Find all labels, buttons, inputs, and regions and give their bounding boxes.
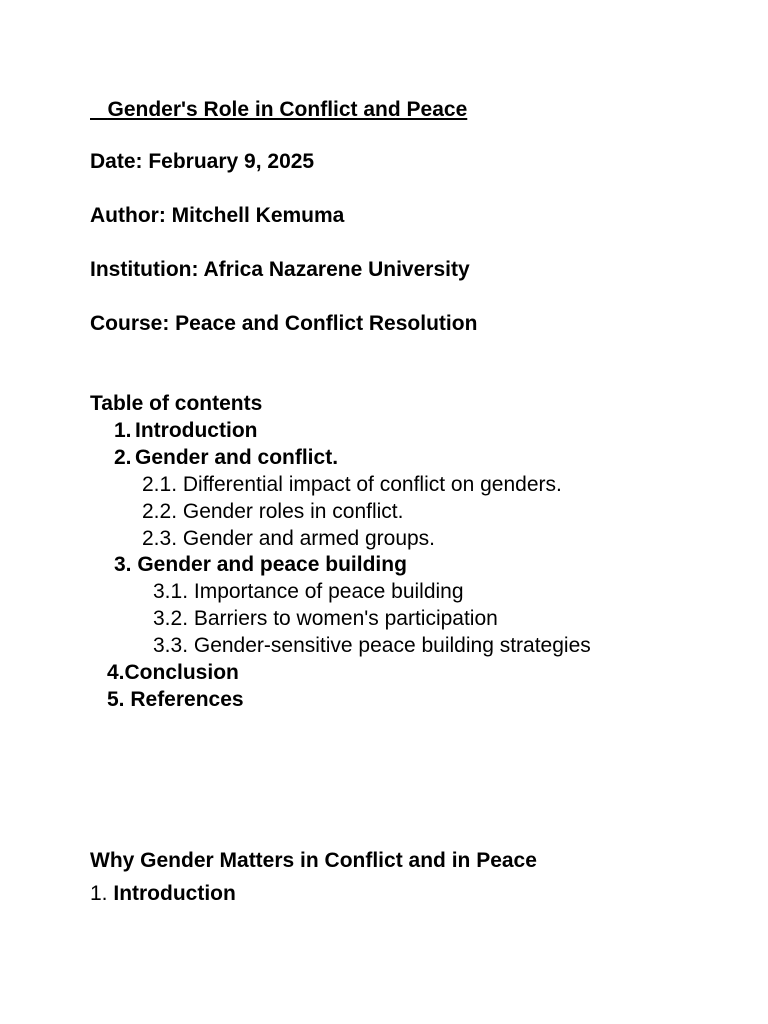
section-heading: Why Gender Matters in Conflict and in Peace bbox=[90, 849, 537, 872]
toc-item-text: Introduction bbox=[135, 419, 258, 442]
subsection-heading bbox=[90, 881, 236, 907]
course-line: Course: Peace and Conflict Resolution bbox=[90, 312, 478, 335]
institution-line: Institution: Africa Nazarene University bbox=[90, 258, 470, 281]
toc-heading: Table of contents bbox=[90, 392, 263, 415]
toc-item-gender-and-peace-building: 3. Gender and peace building bbox=[114, 553, 407, 576]
toc-subitem-2-1: 2.1. Differential impact of conflict on genders. bbox=[142, 473, 562, 496]
toc-item-conclusion: 4.Conclusion bbox=[107, 661, 239, 684]
toc-item-number: 2. bbox=[114, 446, 132, 469]
document-title bbox=[90, 97, 467, 123]
subsection-number: 1. bbox=[90, 882, 108, 905]
toc-item-text: Gender and conflict. bbox=[135, 446, 339, 469]
toc-subitem-2-3: 2.3. Gender and armed groups. bbox=[142, 527, 436, 550]
toc-item-references: 5. References bbox=[107, 688, 244, 711]
toc-subitem-2-2: 2.2. Gender roles in conflict. bbox=[142, 500, 404, 523]
toc-item-number: 1. bbox=[114, 419, 132, 442]
toc-subitem-3-2: 3.2. Barriers to women's participation bbox=[153, 607, 498, 630]
toc-subitem-3-3: 3.3. Gender-sensitive peace building strategies bbox=[153, 634, 591, 657]
author-line: Author: Mitchell Kemuma bbox=[90, 204, 345, 227]
toc-item-gender-and-conflict bbox=[114, 445, 338, 471]
subsection-title: Introduction bbox=[113, 882, 236, 905]
date-line: Date: February 9, 2025 bbox=[90, 150, 315, 173]
document-title-text: Gender's Role in Conflict and Peace bbox=[107, 98, 468, 121]
toc-item-introduction bbox=[114, 418, 257, 444]
toc-subitem-3-1: 3.1. Importance of peace building bbox=[153, 580, 464, 603]
